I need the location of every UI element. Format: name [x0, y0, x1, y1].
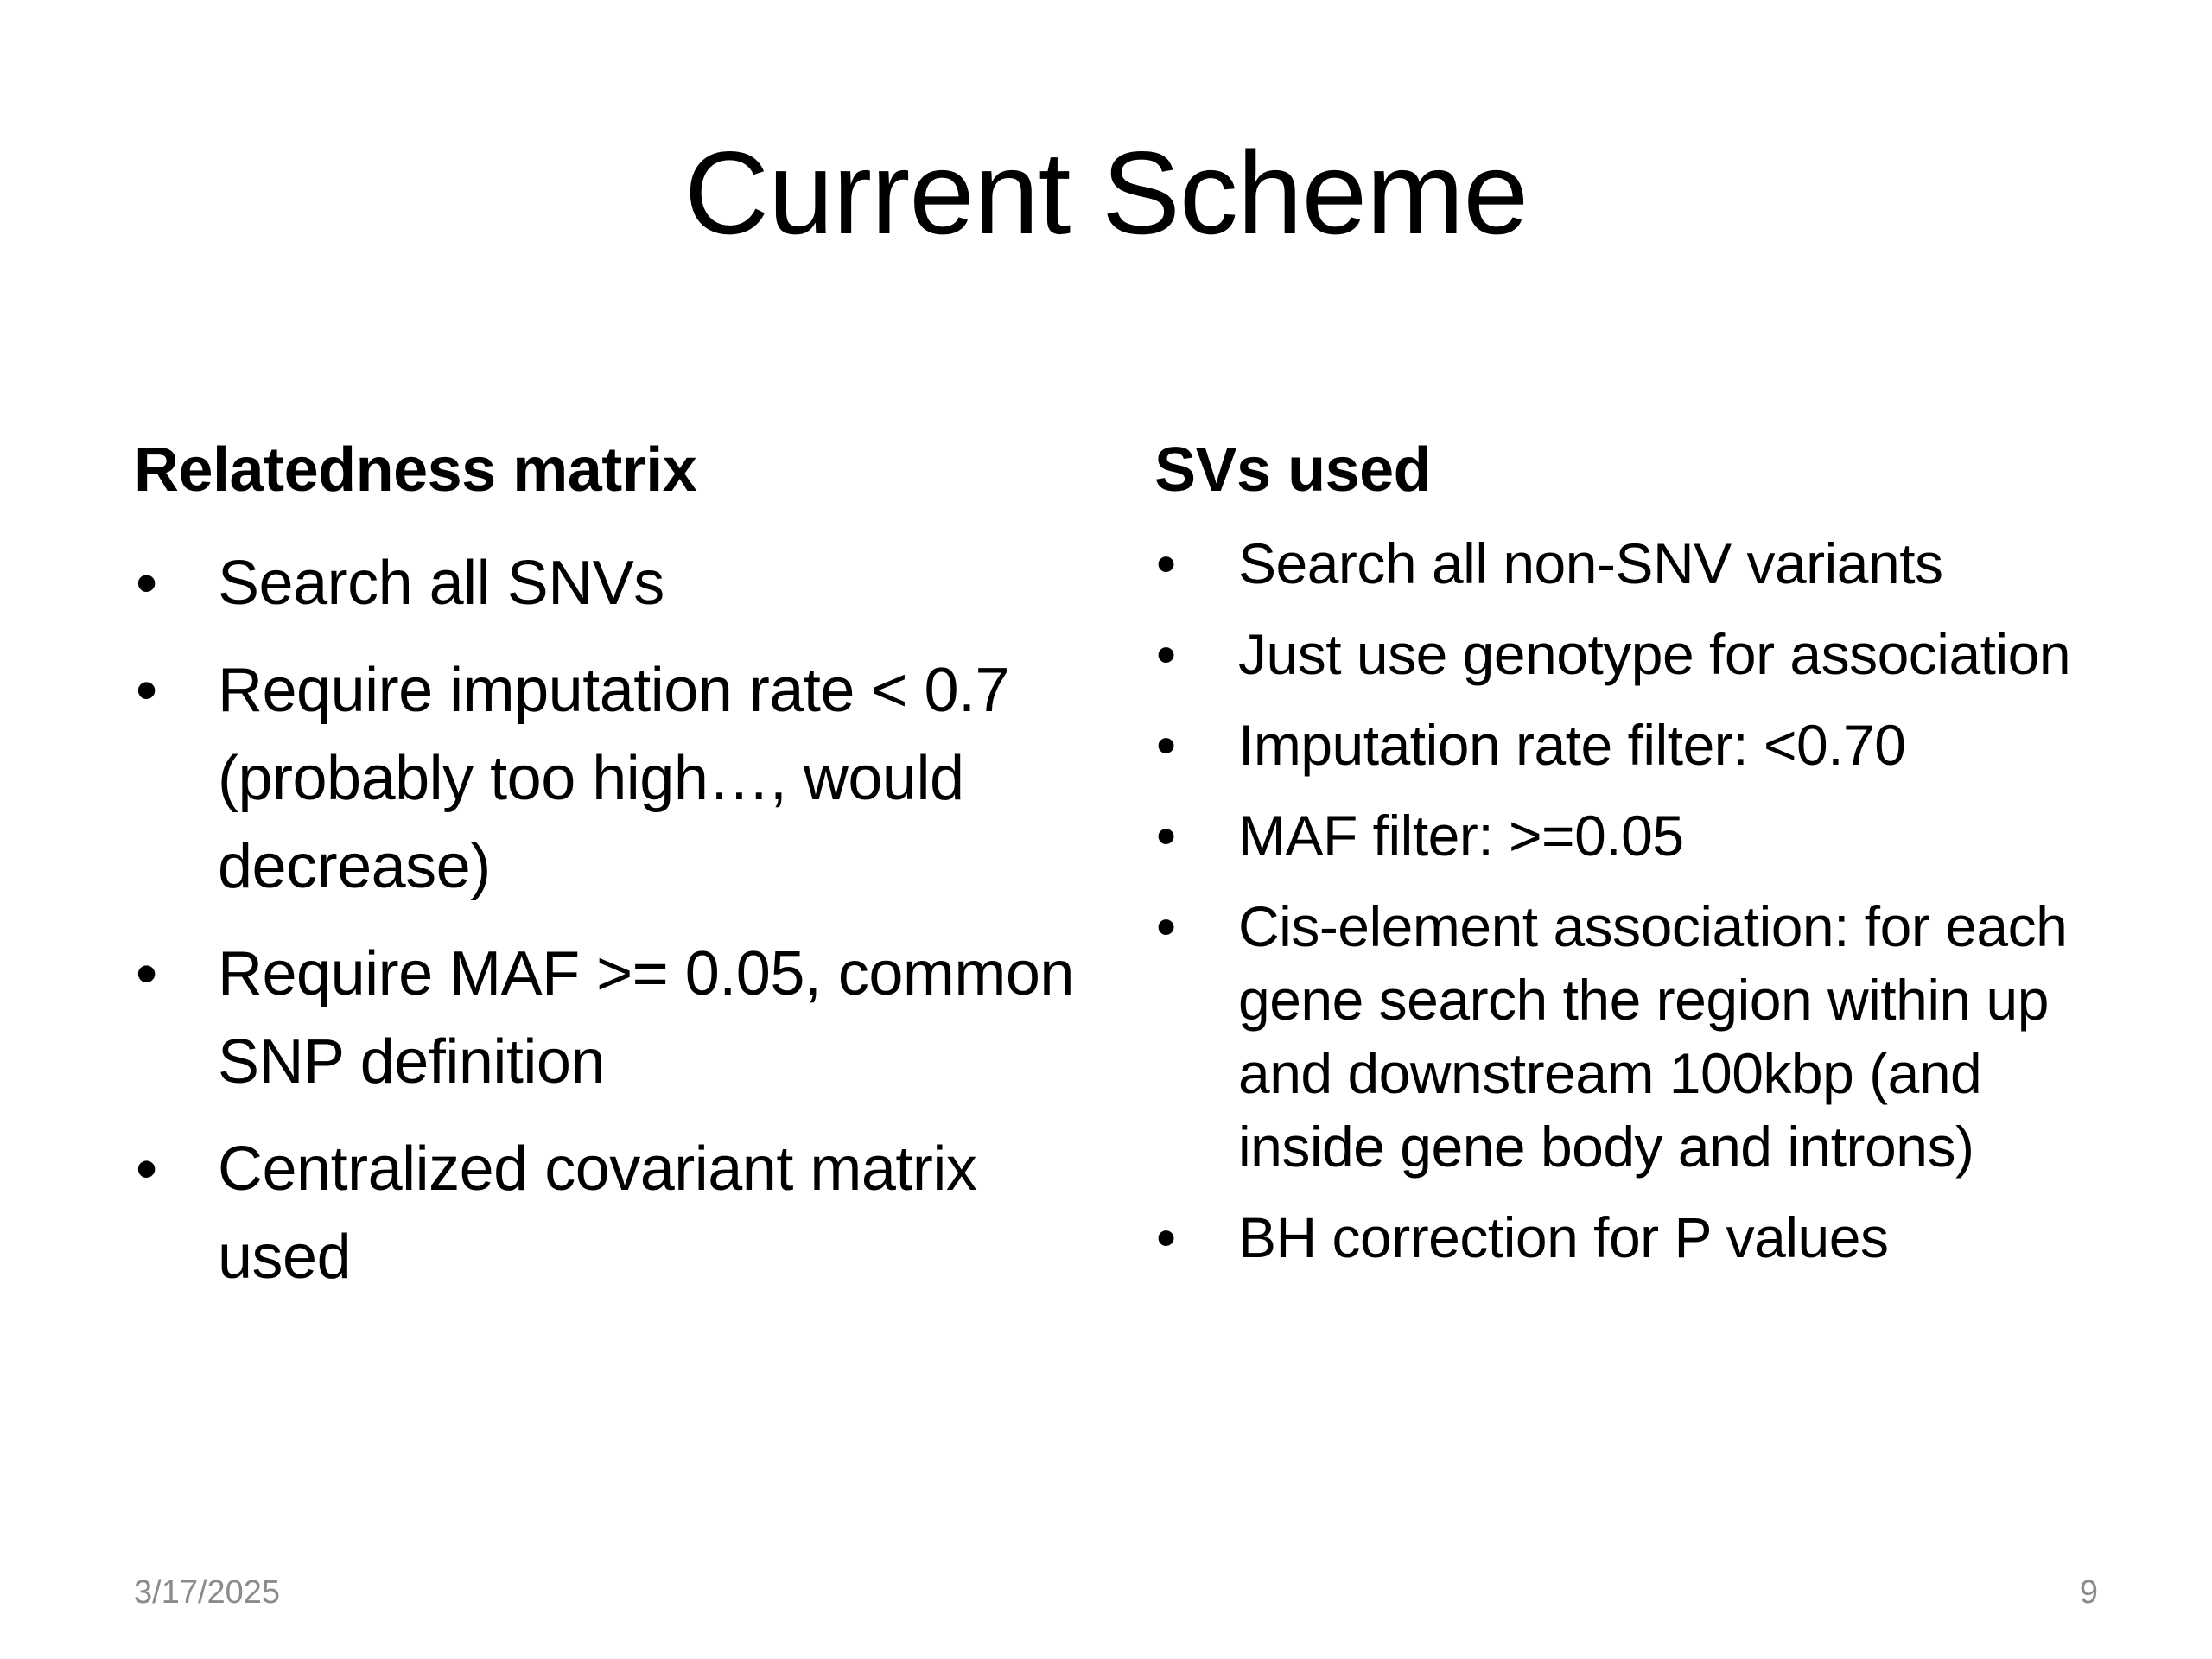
- list-item-text: BH correction for P values: [1238, 1205, 1889, 1269]
- bullet-icon: •: [136, 549, 157, 618]
- list-item-text: Search all SNVs: [218, 549, 664, 618]
- left-column-heading: Relatedness matrix: [134, 435, 697, 505]
- right-column-heading: SVs used: [1154, 435, 1432, 505]
- bullet-icon: •: [1156, 531, 1176, 595]
- list-item-text: Require imputation rate < 0.7 (probably too high…, would decrease): [218, 656, 1010, 901]
- list-item: [134, 930, 1102, 1106]
- bullet-icon: •: [1156, 1205, 1176, 1269]
- list-item-text: Centralized covariant matrix used: [218, 1135, 977, 1292]
- list-item: [134, 539, 1102, 627]
- bullet-icon: •: [136, 1135, 157, 1204]
- left-bullet-list: [134, 539, 1102, 1301]
- bullet-icon: •: [1156, 622, 1176, 686]
- list-item-text: Just use genotype for association: [1238, 622, 2071, 686]
- list-item: [134, 646, 1102, 911]
- bullet-icon: •: [1156, 713, 1176, 777]
- list-item-text: MAF filter: >=0.05: [1238, 804, 1684, 868]
- bullet-icon: •: [1156, 894, 1176, 958]
- list-item-text: Imputation rate filter: <0.70: [1238, 713, 1906, 777]
- list-item-text: Search all non-SNV variants: [1238, 531, 1943, 595]
- list-item: [1154, 527, 2105, 601]
- list-item: [1154, 1201, 2105, 1274]
- bullet-icon: •: [136, 656, 157, 725]
- left-column: [134, 435, 1102, 1320]
- list-item: [134, 1125, 1102, 1301]
- footer-date: 3/17/2025: [134, 1574, 281, 1611]
- list-item: [1154, 799, 2105, 873]
- slide-title: Current Scheme: [683, 127, 1529, 258]
- list-item: [1154, 709, 2105, 782]
- list-item: [1154, 890, 2105, 1184]
- slide-number: 9: [2079, 1574, 2098, 1611]
- right-column: [1154, 435, 2105, 1292]
- list-item-text: Require MAF >= 0.05, common SNP definition: [218, 939, 1074, 1096]
- bullet-icon: •: [1156, 804, 1176, 868]
- right-bullet-list: [1154, 527, 2105, 1274]
- list-item: [1154, 618, 2105, 691]
- bullet-icon: •: [136, 939, 157, 1008]
- list-item-text: Cis-element association: for each gene search the region within up and downstream 100kbp (and inside gene body and introns): [1238, 894, 2068, 1179]
